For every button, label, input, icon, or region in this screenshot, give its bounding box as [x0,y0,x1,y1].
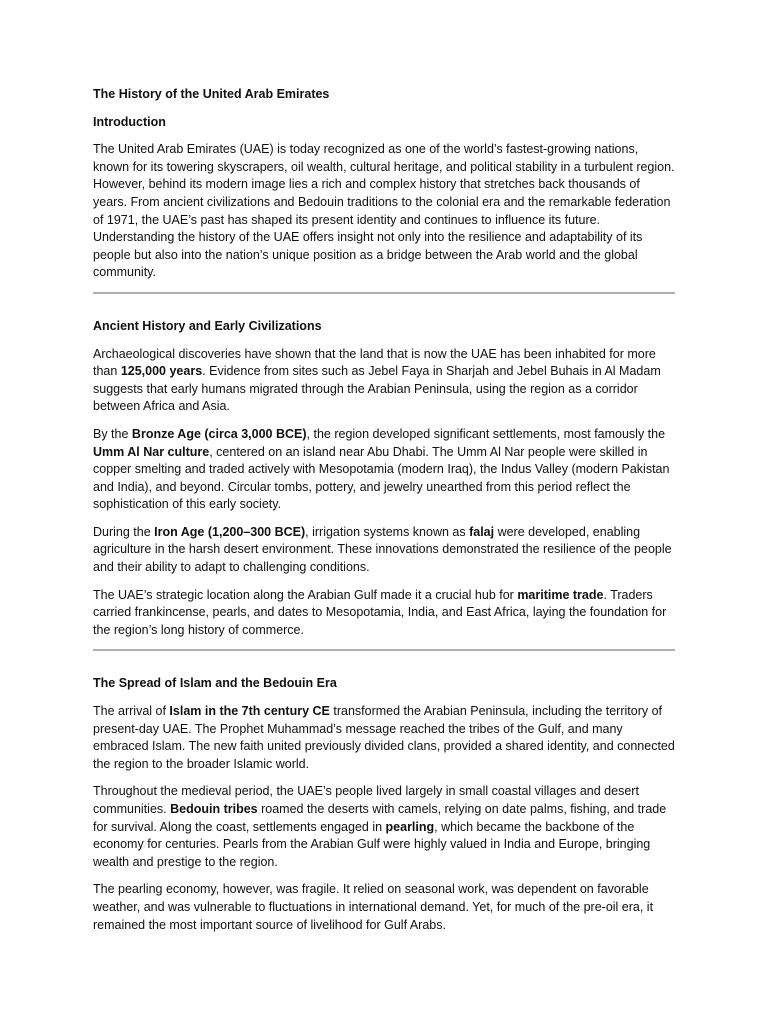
bold-run: falaj [469,524,495,539]
text-run: . Evidence from sites such as Jebel Faya in Sharjah and Jebel Buhais in Al Madam suggests that early humans migrated through the Arabian Peninsula, using the region as a corridor between Africa and Asia. [93,364,661,414]
ancient-paragraph-1 [93,346,675,416]
bold-run: Bronze Age (circa 3,000 BCE) [131,426,307,441]
text-run: transformed the Arabian Peninsula, including the territory of present-day UAE. The Prophet Muhammad’s message reached the tribes of the Gulf, and many embraced Islam. The new faith united previously divided clans, provided a shared identity, and connected the region to the broader Islamic world. [93,704,675,771]
text-run: roamed the deserts with camels, relying on date palms, fishing, and trade for survival. Along the coast, settlements engaged in [93,802,667,834]
text-run: By the [93,426,132,441]
islam-heading: The Spread of Islam and the Bedouin Era [93,676,337,691]
bold-run: Bedouin tribes [170,802,258,816]
bold-run: Islam in the 7th century CE [169,704,330,719]
islam-paragraph-2 [93,783,675,871]
islam-paragraph-1 [93,703,675,773]
section-divider [93,649,675,651]
text-run: , which became the backbone of the economy for centuries. Pearls from the Arabian Gulf were highly valued in India and Europe, bringing wealth and prestige to the region. [93,819,651,869]
bold-run: maritime trade [517,587,604,602]
text-run: , irrigation systems known as [305,524,470,539]
bold-run: Iron Age (1,200–300 BCE) [154,524,306,539]
text-run: , centered on an island near Abu Dhabi. The Umm Al Nar people were skilled in copper smelting and traded actively with Mesopotamia (modern Iraq), the Indus Valley (modern Pakistan and India), and beyond. Circular tombs, pottery, and jewelry unearthed from this period reflect the sophistication of this early society. [93,444,670,512]
ancient-paragraph-2 [93,426,675,514]
text-run: Throughout the medieval period, the UAE’s people lived largely in small coastal villages and desert communities. [93,784,639,816]
intro-paragraph: The United Arab Emirates (UAE) is today recognized as one of the world’s fastest-growing nations, known for its towering skyscrapers, oil wealth, cultural heritage, and political stability in a turbulent region. However, behind its modern image lies a rich and complex history that stretches back thousands of years. From ancient civilizations and Bedouin traditions to the colonial era and the remarkable federation of 1971, the UAE’s past has shaped its present identity and continues to influence its future. Understanding the history of the UAE offers insight not only into the resilience and adaptability of its people but also into the nation’s unique position as a bridge between the Arab world and the global community. [93,142,675,280]
text-run: Archaeological discoveries have shown that the land that is now the UAE has been inhabited for more than [93,346,656,379]
text-run: During the [93,524,155,539]
text-run: The UAE’s strategic location along the Arabian Gulf made it a crucial hub for [93,587,518,602]
ancient-heading: Ancient History and Early Civilizations [93,318,322,333]
bold-run: pearling [385,819,435,834]
text-run: were developed, enabling agriculture in the harsh desert environment. These innovations demonstrated the resilience of the people and their ability to adapt to challenging conditions. [93,524,672,575]
ancient-paragraph-4 [93,587,675,640]
ancient-paragraph-3 [93,524,675,577]
bold-run: 125,000 years [120,364,203,379]
text-run: The arrival of [93,704,170,719]
section-divider [93,292,675,294]
text-run: . Traders carried frankincense, pearls, and dates to Mesopotamia, India, and East Africa, laying the foundation for the region’s long history of commerce. [93,587,667,637]
document-page [93,86,675,944]
intro-heading: Introduction [93,114,166,129]
islam-paragraph-3: The pearling economy, however, was fragile. It relied on seasonal work, was dependent on favorable weather, and was vulnerable to fluctuations in international demand. Yet, for much of the pre-oil era, it remained the most important source of livelihood for Gulf Arabs. [93,882,654,932]
document-title: The History of the United Arab Emirates [93,87,330,101]
bold-run: Umm Al Nar culture [93,444,210,459]
text-run: , the region developed significant settlements, most famously the [306,426,666,441]
